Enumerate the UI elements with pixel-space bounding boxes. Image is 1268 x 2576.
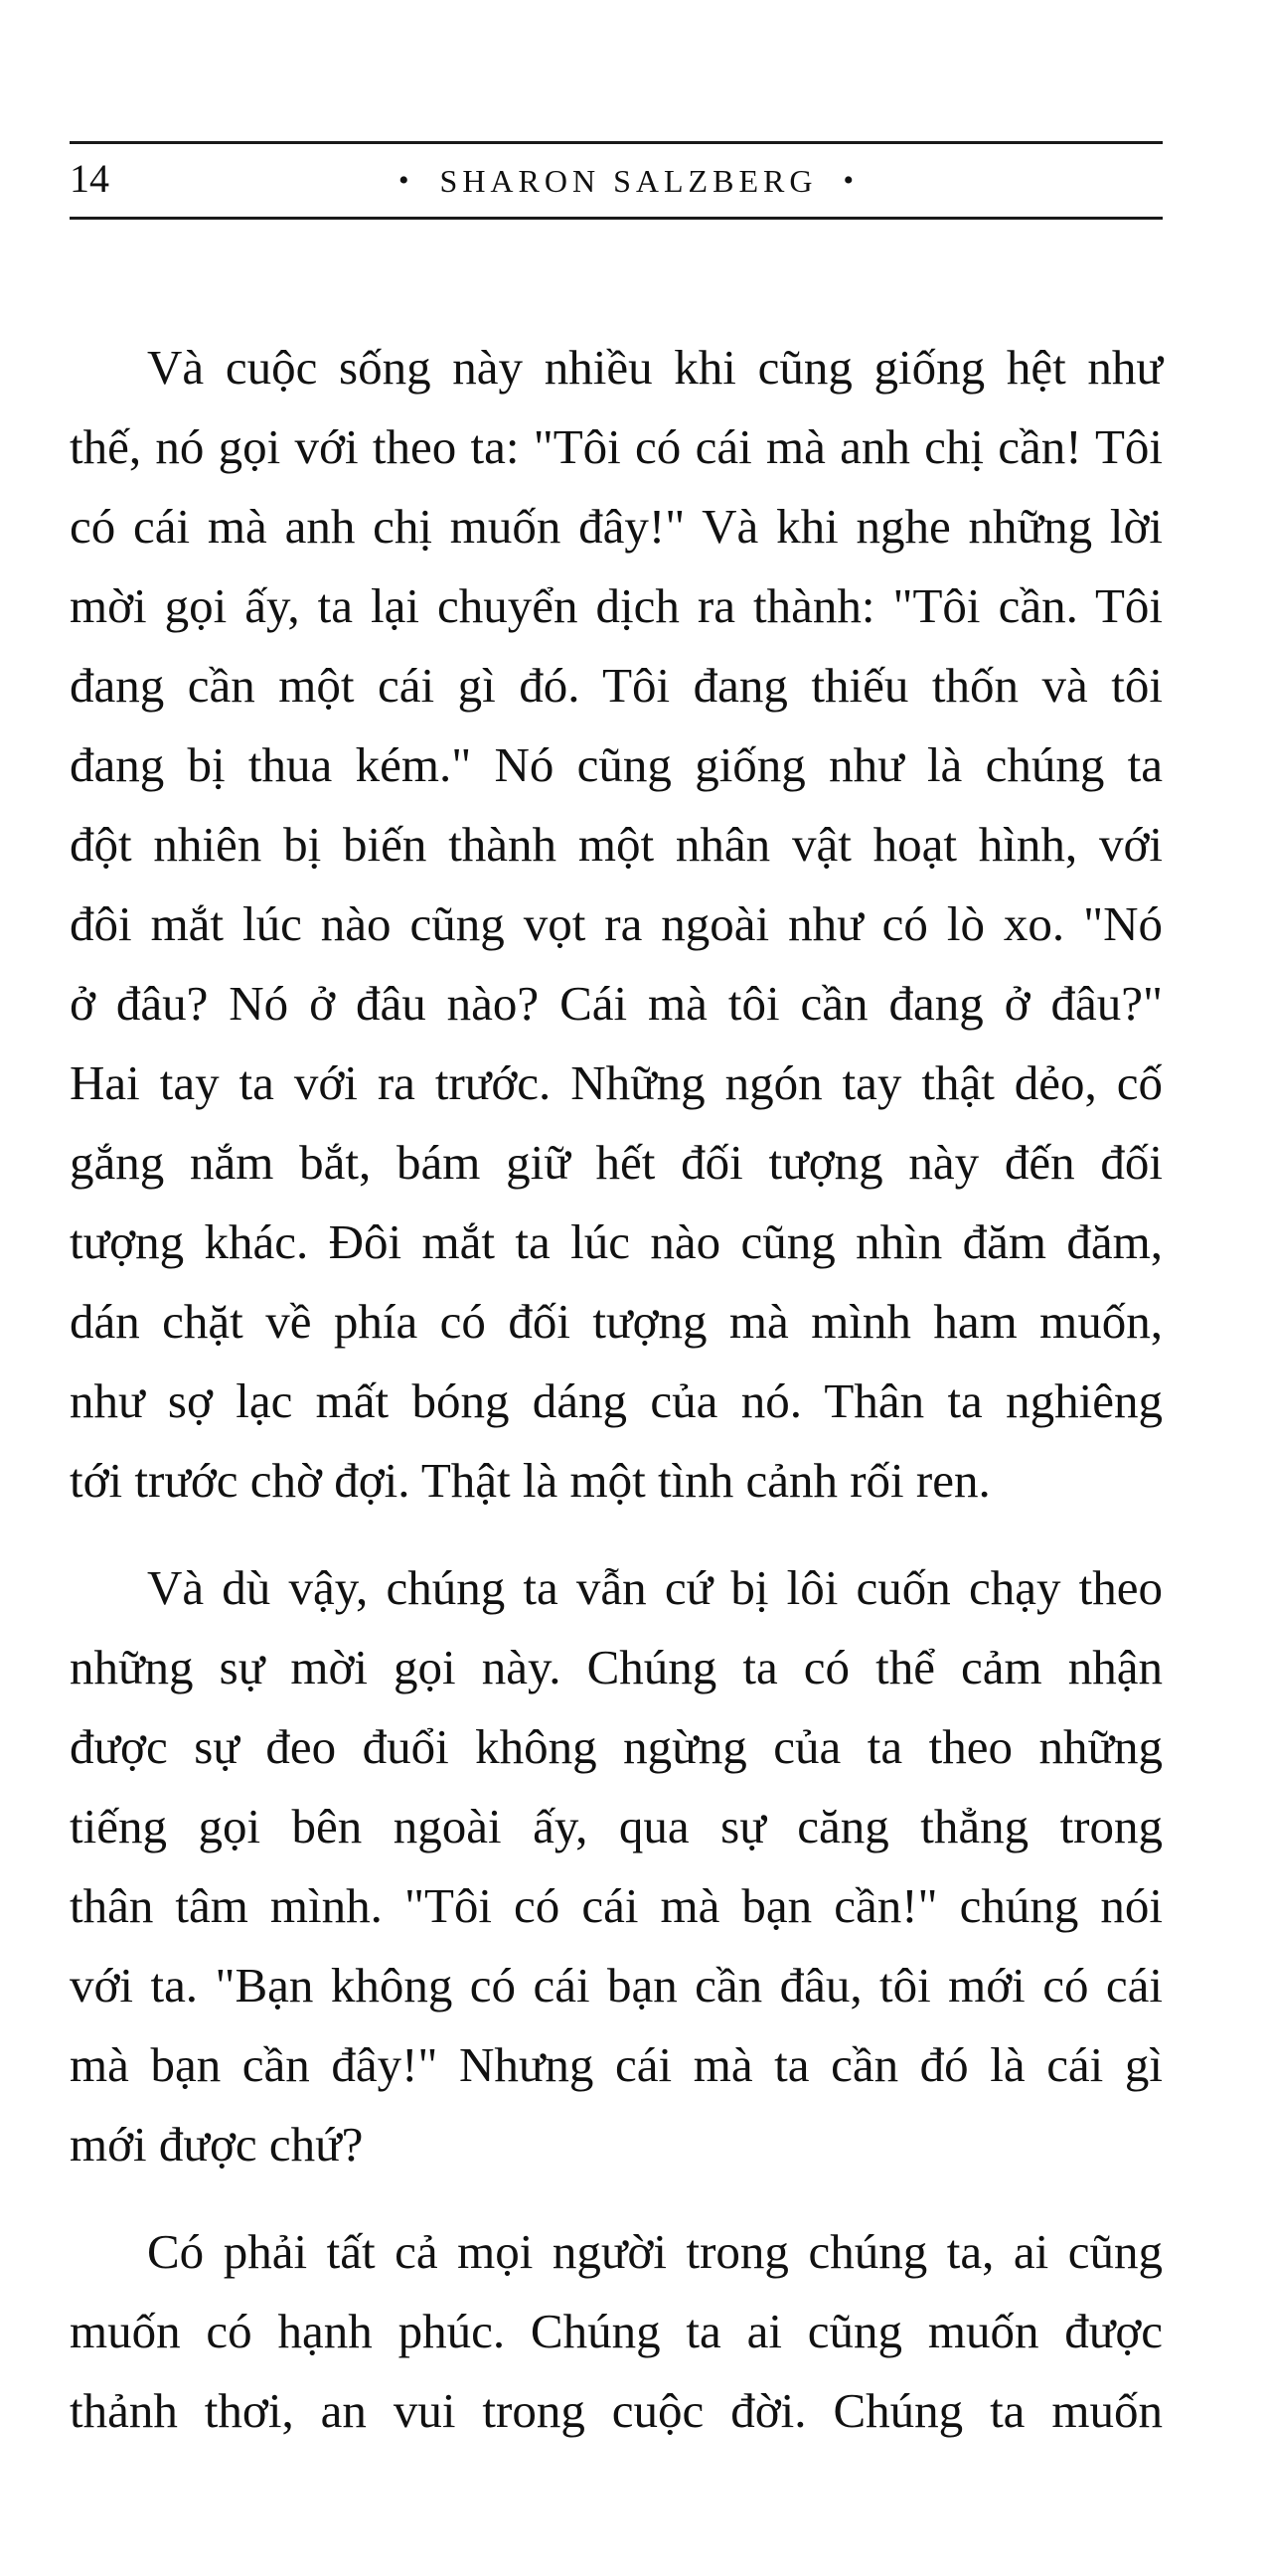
text-line: như sợ lạc mất bóng dáng của nó. Thân ta nghiêng: [70, 1373, 1163, 1428]
author-name: SHARON SALZBERG: [439, 163, 818, 199]
paragraph-2: [70, 1548, 1163, 2184]
text-line: tiếng gọi bên ngoài ấy, qua sự căng thẳng trong: [70, 1799, 1163, 1853]
text-line: với ta. "Bạn không có cái bạn cần đâu, tôi mới có cái: [70, 1958, 1163, 2012]
text-line: muốn có hạnh phúc. Chúng ta ai cũng muốn được: [70, 2304, 1163, 2358]
text-line: thảnh thơi, an vui trong cuộc đời. Chúng ta muốn: [70, 2383, 1163, 2438]
text-line: đột nhiên bị biến thành một nhân vật hoạt hình, với: [70, 817, 1163, 872]
text-line: những sự mời gọi này. Chúng ta có thể cảm nhận: [70, 1640, 1163, 1694]
text-line: đang cần một cái gì đó. Tôi đang thiếu thốn và tôi: [70, 658, 1163, 713]
text-line: Hai tay ta với ra trước. Những ngón tay thật dẻo, cố: [70, 1055, 1163, 1110]
text-line: Và cuộc sống này nhiều khi cũng giống hệt như: [147, 340, 1163, 395]
page-number: 14: [70, 156, 109, 201]
text-line: dán chặt về phía có đối tượng mà mình ham muốn,: [70, 1294, 1163, 1349]
text-line: mời gọi ấy, ta lại chuyển dịch ra thành: "Tôi cần. Tôi: [70, 578, 1163, 633]
paragraph-3: [70, 2212, 1163, 2451]
text-line: có cái mà anh chị muốn đây!" Và khi nghe những lời: [70, 499, 1163, 554]
text-line: Và dù vậy, chúng ta vẫn cứ bị lôi cuốn chạy theo: [147, 1560, 1163, 1615]
text-line: gắng nắm bắt, bám giữ hết đối tượng này đến đối: [70, 1135, 1163, 1190]
text-line: thân tâm mình. "Tôi có cái mà bạn cần!" chúng nói: [70, 1878, 1163, 1933]
paragraph-1: [70, 328, 1163, 1521]
header-bottom-rule: [70, 217, 1163, 220]
bullet-right: •: [843, 164, 859, 197]
text-line-last: mới được chứ?: [70, 2117, 364, 2172]
text-line-last: tới trước chờ đợi. Thật là một tình cảnh rối ren.: [70, 1453, 991, 1508]
text-line: được sự đeo đuổi không ngừng của ta theo những: [70, 1719, 1163, 1774]
text-line: ở đâu? Nó ở đâu nào? Cái mà tôi cần đang ở đâu?": [70, 976, 1163, 1031]
text-line: thế, nó gọi với theo ta: "Tôi có cái mà anh chị cần! Tôi: [70, 419, 1163, 474]
header-top-rule: [70, 141, 1163, 144]
bullet-left: •: [398, 164, 414, 197]
running-head: [373, 161, 884, 201]
text-line: tượng khác. Đôi mắt ta lúc nào cũng nhìn đăm đăm,: [70, 1214, 1163, 1269]
body-text: [70, 328, 1163, 2451]
text-line: mà bạn cần đây!" Nhưng cái mà ta cần đó là cái gì: [70, 2037, 1163, 2092]
text-line: đôi mắt lúc nào cũng vọt ra ngoài như có lò xo. "Nó: [70, 896, 1163, 951]
text-line: Có phải tất cả mọi người trong chúng ta, ai cũng: [147, 2224, 1163, 2279]
text-line: đang bị thua kém." Nó cũng giống như là chúng ta: [70, 737, 1163, 792]
running-header: [70, 149, 1163, 211]
